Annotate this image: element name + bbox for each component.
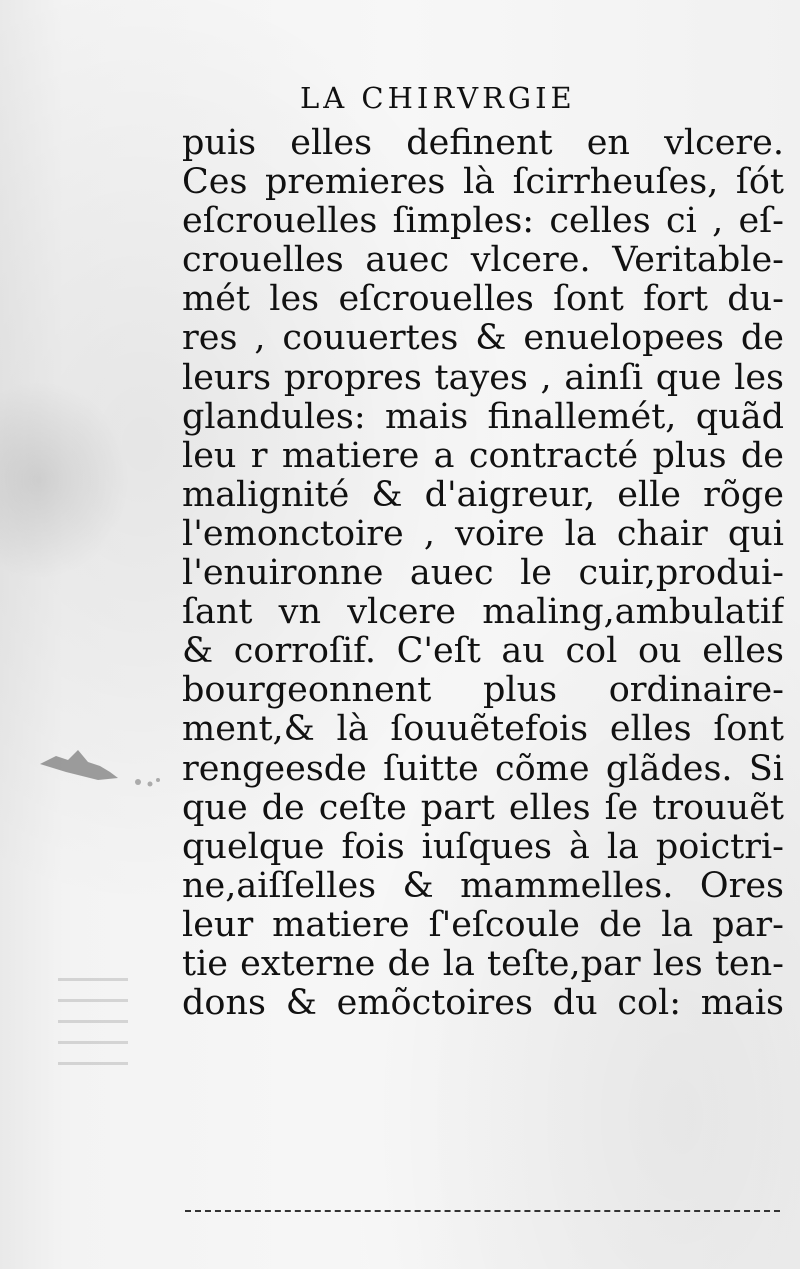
text-line: que de ceſte part elles ſe trouuẽt bbox=[182, 788, 784, 828]
bottom-rule bbox=[185, 1210, 780, 1212]
text-line: & corroſif. C'eſt au col ou elles bbox=[182, 632, 784, 672]
text-line: l'emonctoire , voire la chair qui bbox=[182, 514, 784, 554]
text-line: leu r matiere a contracté plus de bbox=[182, 436, 784, 476]
text-line: leurs propres tayes , ainſi que les bbox=[182, 358, 784, 398]
text-line: mét les eſcrouelles ſont fort du- bbox=[182, 280, 784, 320]
text-line: crouelles auec vlcere. Veritable- bbox=[182, 241, 784, 281]
ink-smudge bbox=[38, 742, 163, 792]
running-header: LA CHIRVRGIE bbox=[300, 81, 576, 115]
text-line: ſant vn vlcere maling,ambulatif bbox=[182, 593, 784, 633]
text-line: dons & emõctoires du col: mais bbox=[182, 984, 784, 1024]
text-line: puis elles definent en vlcere. bbox=[182, 124, 784, 163]
text-line: ne,aiſſelles & mammelles. Ores bbox=[182, 866, 784, 906]
text-line: tie externe de la teſte,par les ten- bbox=[182, 944, 784, 984]
text-line: bourgeonnent plus ordinaire- bbox=[182, 671, 784, 711]
text-line: malignité & d'aigreur, elle rõge bbox=[182, 475, 784, 515]
text-line: eſcrouelles ſimples: celles ci , eſ- bbox=[182, 202, 784, 242]
bleed-through-marginal-notes bbox=[30, 960, 150, 1100]
text-line: Ces premieres là ſcirrheuſes, ſót bbox=[182, 163, 784, 203]
text-line: quelque fois iuſques à la poictri- bbox=[182, 827, 784, 867]
text-line: rengeesde ſuitte cõme glãdes. Si bbox=[182, 749, 784, 789]
water-stain bbox=[0, 380, 130, 580]
text-line: leur matiere ſ'eſcoule de la par- bbox=[182, 905, 784, 945]
text-line: ment,& là ſouuẽtefois elles ſont bbox=[182, 710, 784, 750]
text-line: glandules: mais finallemét, quãd bbox=[182, 397, 784, 437]
text-line: l'enuironne auec le cuir,produi- bbox=[182, 554, 784, 594]
text-line: res , couuertes & enuelopees de bbox=[182, 319, 784, 359]
body-text bbox=[182, 124, 784, 1023]
